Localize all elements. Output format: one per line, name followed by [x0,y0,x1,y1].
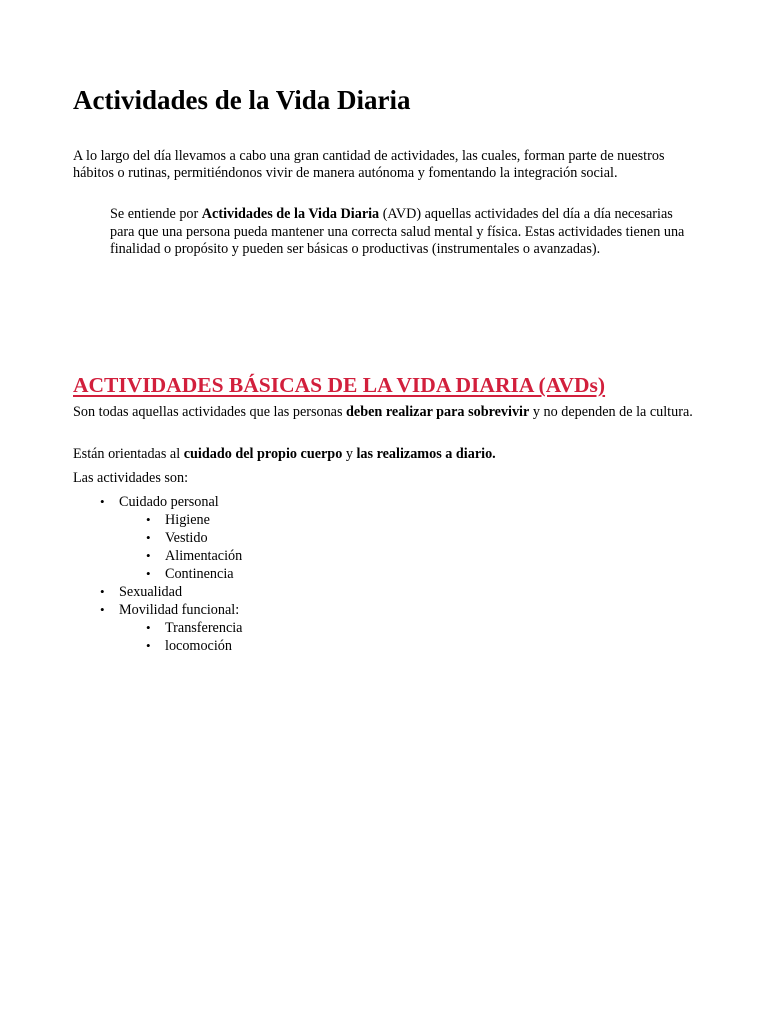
sub-list-item [73,637,693,655]
sub-list-item [73,547,693,565]
list-item-label: Higiene [165,512,210,528]
list-item [73,583,693,601]
page-title: Actividades de la Vida Diaria [73,85,411,115]
list-item-label: Movilidad funcional: [119,602,240,618]
sub-list-item [73,529,693,547]
orientation-paragraph [73,446,693,464]
definition-suffix: (AVD) aquellas actividades del día a día necesarias para que una persona pueda mantener una correcta salud mental y física. Estas actividades tienen una finalidad o propósito y pueden ser básicas o productivas (instrumentales o avanzadas). [110,206,685,257]
list-item-label: Vestido [165,530,208,546]
basic-description-suffix: y no dependen de la cultura. [529,404,693,420]
bullet-marker: • [146,548,151,563]
orientation-bold-body: cuidado del propio cuerpo [183,446,343,462]
list-item-label: Continencia [165,566,234,582]
definition-term: Actividades de la Vida Diaria [201,206,380,222]
sub-list-item [73,565,693,583]
definition-paragraph [110,206,693,259]
intro-paragraph: A lo largo del día llevamos a cabo una gran cantidad de actividades, las cuales, forman parte de nuestros hábitos o rutinas, permitiéndonos vivir de manera autónoma y fomentando la integración social. [73,148,665,181]
list-item-label: locomoción [165,638,232,654]
bullet-marker: • [100,602,105,617]
sub-list-item [73,619,693,637]
orientation-prefix: Están orientadas al [73,446,184,462]
bullet-marker: • [146,638,151,653]
list-item-label: Transferencia [165,620,243,636]
bullet-marker: • [100,584,105,599]
orientation-middle: y [342,446,357,462]
bullet-marker: • [100,494,105,509]
list-item-label: Alimentación [165,548,243,564]
basic-description-prefix: Son todas aquellas actividades que las personas [73,404,347,420]
bullet-marker: • [146,512,151,527]
activity-list [73,493,693,655]
list-item [73,601,693,619]
list-item-label: Cuidado personal [119,494,219,510]
bullet-marker: • [146,530,151,545]
bullet-marker: • [146,566,151,581]
list-item-label: Sexualidad [119,584,183,600]
orientation-bold-daily: las realizamos a diario. [356,446,496,462]
sub-list-item [73,511,693,529]
section-heading: ACTIVIDADES BÁSICAS DE LA VIDA DIARIA (AVDs) [73,373,606,397]
basic-description-paragraph [73,404,693,422]
definition-prefix: Se entiende por [110,206,202,222]
basic-description-bold: deben realizar para sobrevivir [346,404,530,420]
list-intro: Las actividades son: [73,470,189,486]
bullet-marker: • [146,620,151,635]
list-item [73,493,693,511]
